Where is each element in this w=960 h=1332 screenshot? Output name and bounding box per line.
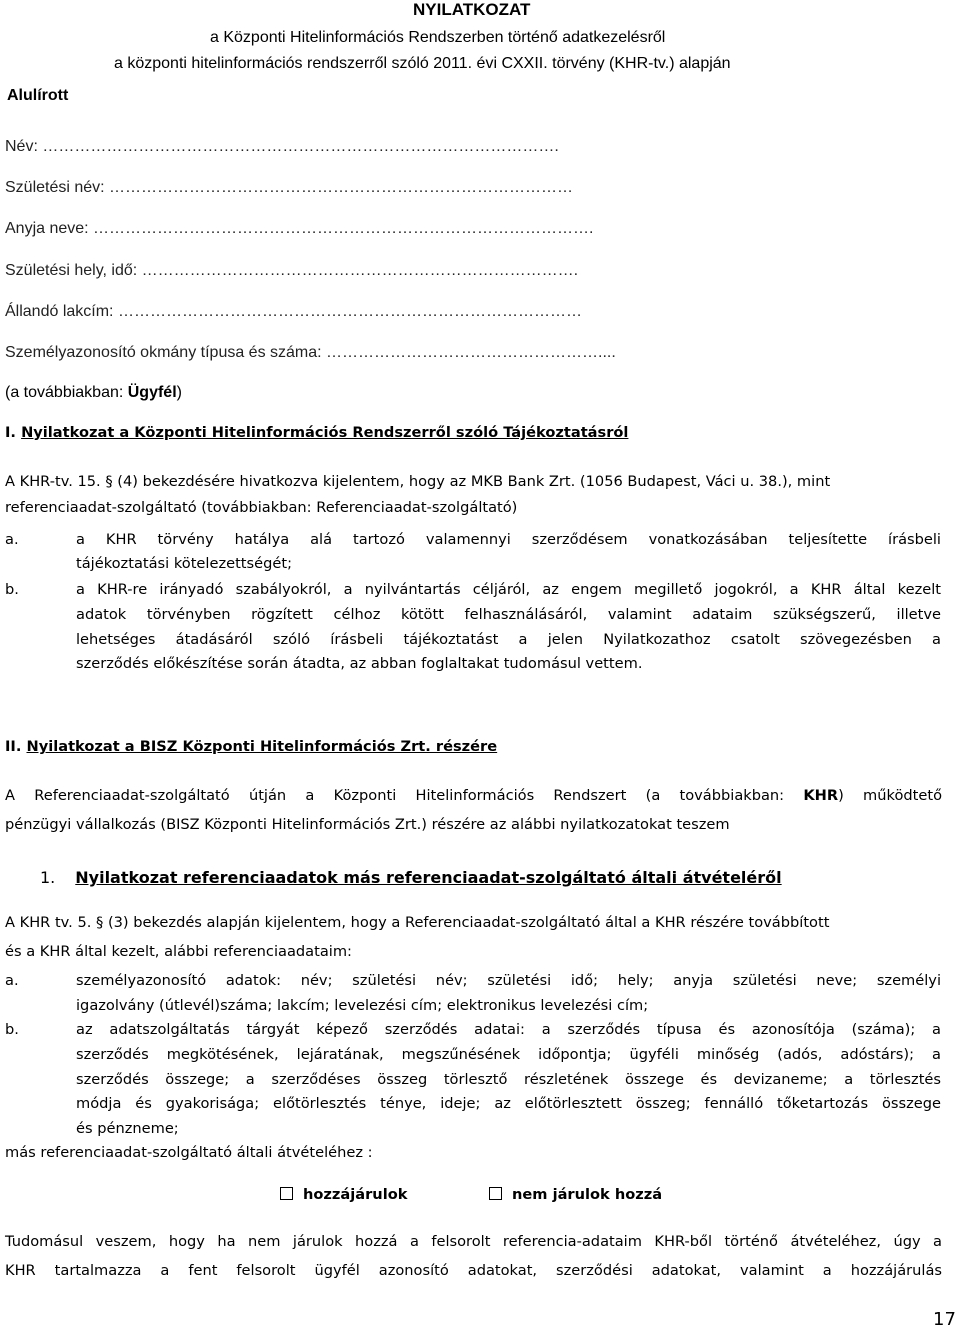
mother-name-field[interactable]: Anyja neve: …………………………………………………………………………………. [5,220,594,237]
section-2-paragraph-line-1c: ) működtető [838,787,942,804]
name-field[interactable]: Név: ……………………………………………………………………………………. [5,138,559,155]
header-subtitle-2: a központi hitelinformációs rendszerről szóló 2011. évi CXXII. törvény (KHR-tv.) alapján [114,55,731,72]
subsection-1-item-b-line-1: az adatszolgáltatás tárgyát képező szerződés adatai: a szerződés típusa és azonosítója (száma); a [76,1021,941,1038]
consent-option-label: hozzájárulok [303,1186,408,1203]
permanent-address-field[interactable]: Állandó lakcím: …………………………………………………………………………… [5,303,582,320]
section-2-title: Nyilatkozat a BISZ Központi Hitelinformációs Zrt. részére [26,738,498,755]
section-1-heading [5,423,628,443]
client-suffix: ) [176,384,182,401]
subsection-1-item-a-line-2: igazolvány (útlevél)száma; lakcím; levelezési cím; elektronikus levelezési cím; [76,997,649,1014]
section-1-intro-line-2: referenciaadat-szolgáltató (továbbiakban: Referenciaadat-szolgáltató) [5,499,518,516]
undersigned-label: Alulírott [7,87,69,104]
section-2-heading [5,737,497,757]
client-term: Ügyfél [127,384,177,401]
subsection-1-intro-line-1: A KHR tv. 5. § (3) bekezdés alapján kijelentem, hogy a Referenciaadat-szolgáltató által a KHR részére továbbított [5,914,830,931]
section-1-item-a-line-2: tájékoztatási kötelezettségét; [76,555,292,572]
decline-option[interactable] [489,1185,662,1205]
decline-option-label: nem járulok hozzá [512,1186,663,1203]
section-1-item-a-marker: a. [5,531,19,548]
section-1-title: Nyilatkozat a Központi Hitelinformációs Rendszerről szóló Tájékoztatásról [21,424,629,441]
section-1-item-b-line-2: adatok törvényben rögzített célhoz kötött felhasználásáról, valamint adataim szükségszerű, illetve [76,606,941,623]
section-1-item-b-marker: b. [5,581,19,598]
section-2-paragraph-line-1a: A Referenciaadat-szolgáltató útján a Központi Hitelinformációs Rendszert (a továbbiakban: [5,787,804,804]
subsection-1-item-a-marker: a. [5,972,19,989]
subsection-1-item-b-line-3: szerződés összege; a szerződéses összeg törlesztő részletének összege és devizaneme; a törlesztés [76,1071,941,1088]
subsection-1-item-a-line-1: személyazonosító adatok: név; születési név; születési idő; hely; anyja születési neve; személyi [76,972,941,989]
client-definition [5,383,182,403]
transfer-consent-line: más referenciaadat-szolgáltató általi átvételéhez : [5,1144,373,1161]
document-title: NYILATKOZAT [413,0,531,19]
client-prefix: (a továbbiakban: [5,384,128,401]
khr-term: KHR [803,787,839,804]
subsection-1-item-b-line-4: módja és gyakorisága; előtörlesztés ténye, ideje; az előtörlesztett összeg; fennálló tőketartozás összege [76,1095,941,1112]
header-subtitle-1: a Központi Hitelinformációs Rendszerben történő adatkezelésről [210,29,666,46]
decline-checkbox[interactable] [489,1187,502,1200]
consent-option[interactable] [280,1185,407,1205]
section-1-number: I. [5,424,16,441]
subsection-1-item-b-line-2: szerződés megkötésének, lejáratának, megszűnésének időpontja; ügyféli minőség (adós, adóstárs); a [76,1046,941,1063]
subsection-1-title: Nyilatkozat referenciaadatok más referenciaadat-szolgáltató általi átvételéről [75,868,782,887]
consent-checkbox[interactable] [280,1187,293,1200]
birth-name-field[interactable]: Születési név: …………………………………………………………………………… [5,179,574,196]
section-1-item-b-line-1: a KHR-re irányadó szabályokról, a nyilvántartás céljáról, az engem megillető jogokról, a KHR által kezelt [76,581,941,598]
subsection-1-item-b-line-5: és pénzneme; [76,1120,179,1137]
section-2-paragraph-line-2: pénzügyi vállalkozás (BISZ Központi Hitelinformációs Zrt.) részére az alábbi nyilatkozatokat teszem [5,816,730,833]
birth-place-date-field[interactable]: Születési hely, idő: ………………………………………………………………………. [5,262,579,279]
section-1-item-b-line-4: szerződés előkészítése során átadta, az abban foglaltakat tudomásul vettem. [76,655,643,672]
id-document-field[interactable]: Személyazonosító okmány típusa és száma: …………………………………………….... [5,344,616,361]
section-2-paragraph-line-1 [5,786,942,806]
subsection-1-heading [40,868,782,888]
subsection-1-intro-line-2: és a KHR által kezelt, alábbi referenciaadataim: [5,943,352,960]
subsection-1-number: 1. [40,868,56,887]
section-1-item-b-line-3: lehetséges átadásáról szóló írásbeli tájékoztatást a jelen Nyilatkozathoz csatolt szövegezésben a [76,631,941,648]
section-1-intro-line-1: A KHR-tv. 15. § (4) bekezdésére hivatkozva kijelentem, hogy az MKB Bank Zrt. (1056 Budapest, Váci u. 38.), mint [5,473,831,490]
final-paragraph-line-2: KHR tartalmazza a fent felsorolt ügyfél azonosító adatokat, szerződési adatokat, valamint a hozzájárulás [5,1262,942,1279]
final-paragraph-line-1: Tudomásul veszem, hogy ha nem járulok hozzá a felsorolt referencia-adataim KHR-ből történő átvételéhez, úgy a [5,1233,942,1250]
subsection-1-item-b-marker: b. [5,1021,19,1038]
section-1-item-a-line-1: a KHR törvény hatálya alá tartozó valamennyi szerződésem vonatkozásában teljesítette írásbeli [76,531,941,548]
page-number: 17 [933,1309,956,1330]
section-2-number: II. [5,738,22,755]
